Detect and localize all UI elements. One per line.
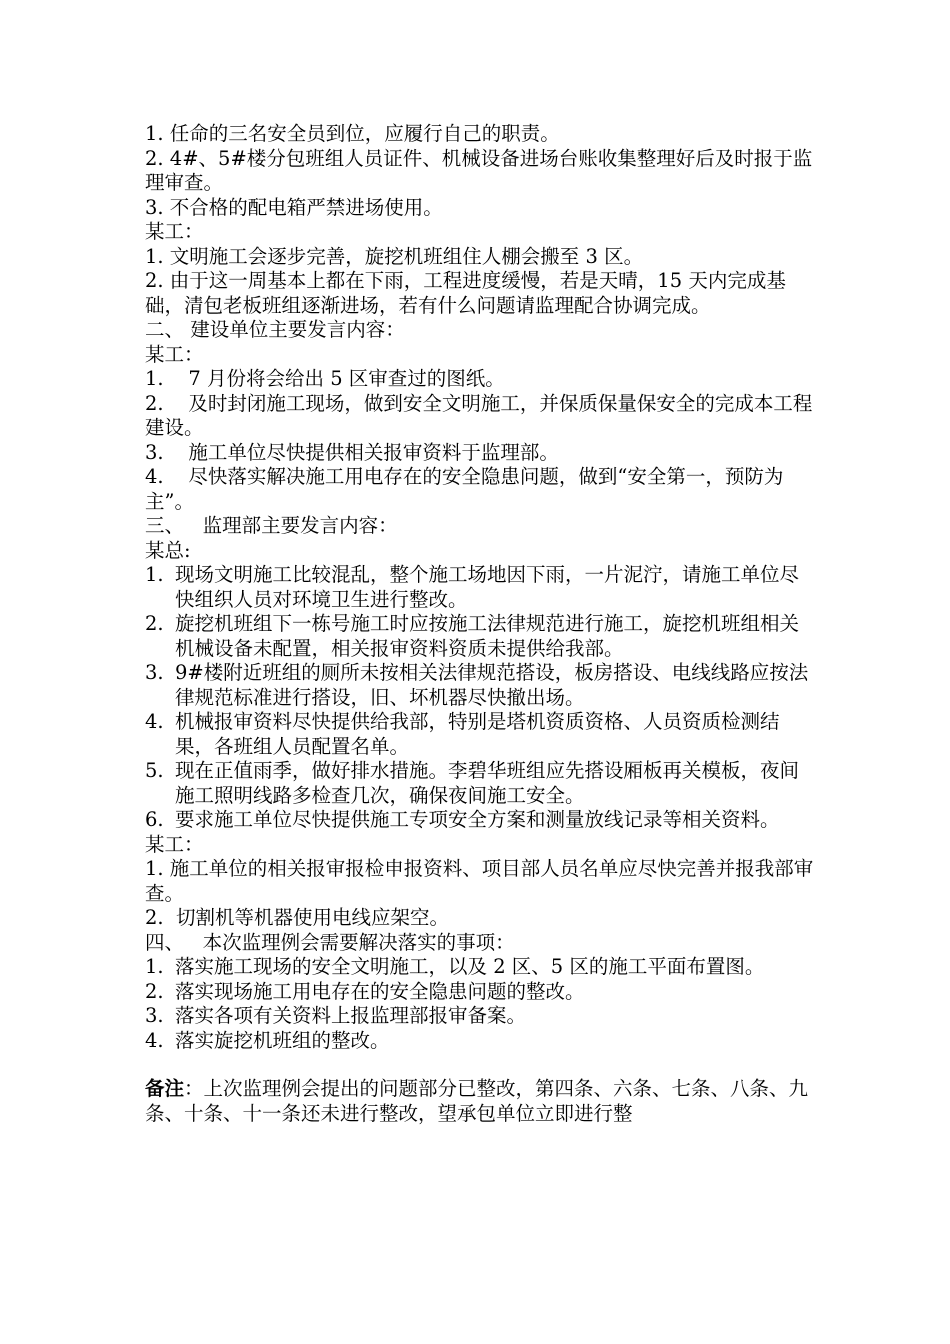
spacer: [145, 1053, 815, 1077]
list-text: 旋挖机班组下一栋号施工时应按施工法律规范进行施工，旋挖机班组相关机械设备未配置，相关报审资料资质未提供给我部。: [175, 612, 800, 660]
speaker-label: 某工：: [145, 220, 204, 243]
note-text: ：上次监理例会提出的问题部分已整改，第四条、六条、七条、八条、九条、十条、十一条还未进行整改，望承包单位立即进行整: [145, 1077, 809, 1125]
list-text: 落实旋挖机班组的整改。: [175, 1028, 390, 1052]
list-item: [145, 759, 815, 808]
speaker-label: 某总:: [145, 538, 191, 562]
list-text: 要求施工单位尽快提供施工专项安全方案和测量放线记录等相关资料。: [175, 808, 780, 831]
list-number: 2.: [145, 979, 164, 1003]
speaker-label: 某工：: [145, 342, 204, 366]
list-item: [145, 1004, 815, 1029]
paragraph: 1. 施工单位的相关报审报检申报资料、项目部人员名单应尽快完善并报我部审查。: [145, 857, 814, 905]
section-heading: 二、 建设单位主要发言内容：: [145, 318, 405, 341]
note-paragraph: [145, 1077, 815, 1126]
paragraph: 1. 文明施工会逐步完善，旋挖机班组住人棚会搬至 3 区。: [145, 244, 644, 268]
list-number: 4.: [145, 710, 164, 733]
note-label: 备注: [145, 1077, 185, 1100]
paragraph: 1. 任命的三名安全员到位，应履行自己的职责。: [145, 122, 560, 145]
list-item: [145, 661, 815, 710]
list-item: [145, 1029, 815, 1054]
paragraph: 2. 及时封闭施工现场，做到安全文明施工，并保质保量保安全的完成本工程建设。: [145, 391, 813, 439]
document-page: [145, 122, 815, 1126]
list-number: 3.: [145, 661, 164, 684]
speaker-label: 某工：: [145, 832, 204, 856]
list-item: [145, 980, 815, 1005]
list-number: 6.: [145, 808, 164, 831]
list-text: 现场文明施工比较混乱，整个施工场地因下雨，一片泥泞，请施工单位尽快组织人员对环境卫生进行整改。: [175, 563, 800, 611]
list-text: 落实各项有关资料上报监理部报审备案。: [175, 1004, 527, 1027]
list-text: 落实施工现场的安全文明施工，以及 2 区、5 区的施工平面布置图。: [175, 955, 765, 978]
list-item: [145, 808, 815, 833]
list-item: [145, 955, 815, 980]
list-item: [145, 710, 815, 759]
section-heading: 三、 监理部主要发言内容：: [145, 514, 398, 537]
list-number: 3.: [145, 1004, 164, 1027]
list-text: 现在正值雨季，做好排水措施。李碧华班组应先搭设厢板再关模板，夜间施工照明线路多检查几次，确保夜间施工安全。: [175, 759, 800, 807]
paragraph: 1. 7 月份将会给出 5 区审查过的图纸。: [145, 367, 505, 390]
paragraph: 2. 切割机等机器使用电线应架空。: [145, 906, 450, 929]
paragraph: 3. 不合格的配电箱严禁进场使用。: [145, 195, 443, 219]
paragraph: 2. 4#、5#楼分包班组人员证件、机械设备进场台账收集整理好后及时报于监理审查。: [145, 146, 813, 194]
list-text: 机械报审资料尽快提供给我部，特别是塔机资质资格、人员资质检测结果，各班组人员配置名单。: [175, 710, 780, 758]
list-number: 2.: [145, 612, 164, 635]
list-number: 4.: [145, 1028, 164, 1052]
list-text: 9#楼附近班组的厕所未按相关法律规范搭设，板房搭设、电线线路应按法律规范标准进行搭设，旧、坏机器尽快撤出场。: [175, 661, 809, 709]
list-item: [145, 563, 815, 612]
list-number: 1.: [145, 563, 164, 586]
paragraph: 3. 施工单位尽快提供相关报审资料于监理部。: [145, 440, 559, 464]
list-number: 5.: [145, 759, 164, 782]
paragraph: 4. 尽快落实解决施工用电存在的安全隐患问题，做到“安全第一，预防为主”。: [145, 465, 784, 513]
section-heading: 四、 本次监理例会需要解决落实的事项：: [145, 930, 515, 954]
paragraph: 2. 由于这一周基本上都在下雨，工程进度缓慢，若是天晴，15 天内完成基础，清包老板班组逐渐进场，若有什么问题请监理配合协调完成。: [145, 269, 786, 317]
list-number: 1.: [145, 955, 164, 978]
list-item: [145, 612, 815, 661]
list-text: 落实现场施工用电存在的安全隐患问题的整改。: [175, 979, 585, 1003]
